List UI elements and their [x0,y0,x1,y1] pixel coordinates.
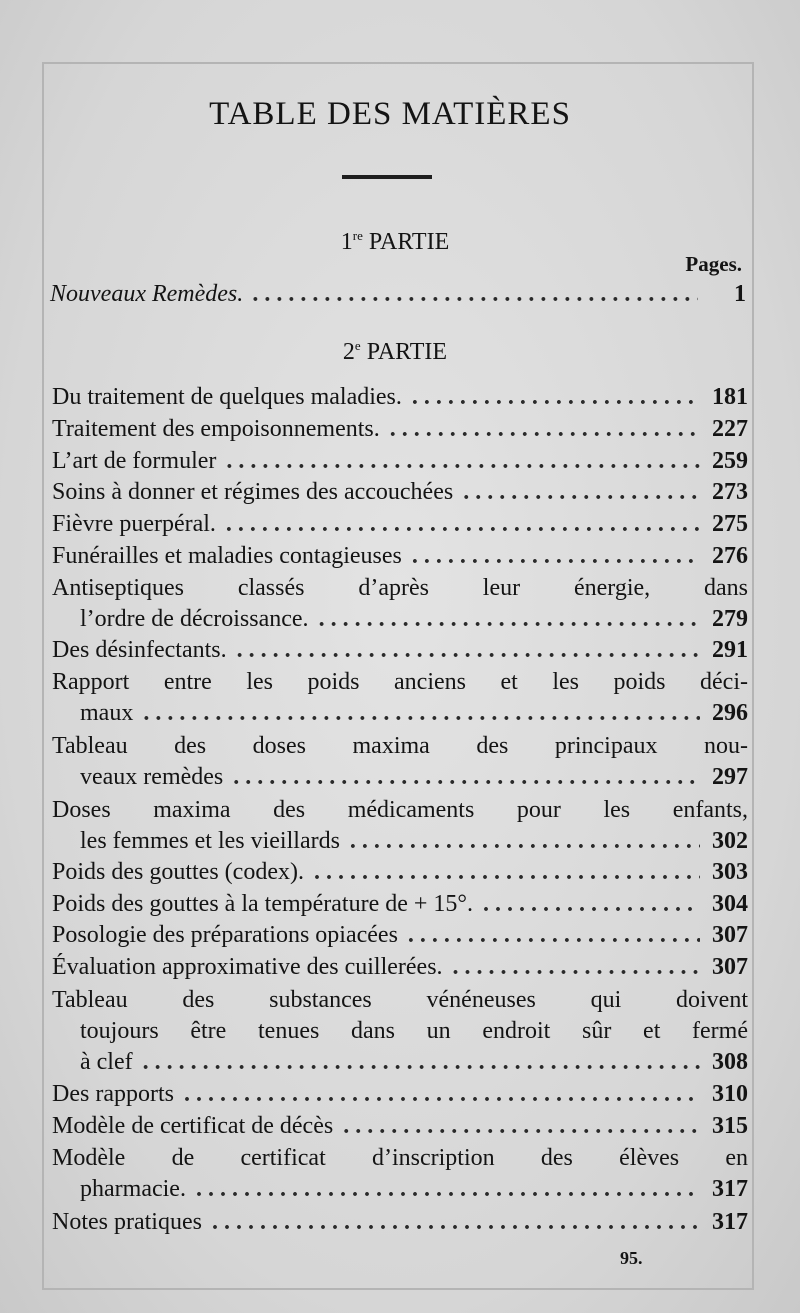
toc-entry-page: 275 [712,511,748,537]
toc-entry-text: Funérailles et maladies contagieuses [52,543,402,569]
dot-leader [226,448,700,475]
dot-leader [453,954,700,981]
toc-entry-text: Notes pratiques [52,1209,202,1235]
dot-leader [226,511,700,538]
dot-leader [237,637,700,664]
toc-entry-part1[interactable] [50,281,746,312]
part-1-label: PARTIE [368,229,450,255]
toc-entry[interactable] [52,669,748,731]
toc-entry-page: 276 [712,543,748,569]
toc-entry-text: L’art de formuler [52,448,217,474]
toc-entry-text: Poids des gouttes à la température de + 15°. [52,891,474,917]
toc-entry-page: 291 [712,637,748,663]
toc-entry-page: 279 [712,606,748,632]
toc-entry-text: Évaluation approximative des cuillerées. [52,954,443,980]
toc-entry-text: Des désinfectants. [52,637,227,663]
toc-entry[interactable] [52,1145,748,1207]
part-1-suffix: re [352,228,363,243]
toc-entry[interactable] [52,1209,748,1240]
toc-entry[interactable] [52,1113,748,1144]
toc-entry[interactable] [52,511,748,542]
footer-signature-number: 95. [620,1248,643,1268]
toc-entry-text: Tableau des doses maxima des principaux nou- [52,733,748,759]
page-title: TABLE DES MATIÈRES [209,96,571,132]
toc-entry[interactable] [52,1081,748,1112]
dot-leader [212,1209,700,1236]
toc-entry-page: 273 [712,479,748,505]
part-2-label: PARTIE [366,339,448,365]
dot-leader [233,764,700,791]
toc-entry-page: 296 [712,700,748,726]
toc-entry-page: 259 [712,448,748,474]
toc-entry-page: 181 [712,384,748,410]
toc-entry-page: 227 [712,416,748,442]
dot-leader [408,922,700,949]
dot-leader [319,606,700,633]
dot-leader [390,416,700,443]
toc-entry[interactable] [52,543,748,574]
toc-entry[interactable] [52,575,748,637]
toc-entry-text: à clef [80,1049,133,1075]
toc-entry-page: 297 [712,764,748,790]
toc-entry-text: Nouveaux Remèdes. [50,281,244,307]
toc-entry[interactable] [52,448,748,479]
toc-entry[interactable] [52,733,748,795]
dot-leader [196,1176,700,1203]
dot-leader [412,384,700,411]
toc-entry-text: Modèle de certificat de décès [52,1113,334,1139]
toc-entry-page: 304 [712,891,748,917]
toc-entry-text: pharmacie. [80,1176,186,1202]
pages-column-label: Pages. [685,252,742,276]
toc-entry[interactable] [52,987,748,1080]
toc-entry-text: toujours être tenues dans un endroit sûr et fermé [80,1018,748,1044]
dot-leader [343,1113,700,1140]
toc-entry-text: Du traitement de quelques maladies. [52,384,402,410]
toc-entry[interactable] [52,922,748,953]
dot-leader [143,1049,700,1076]
part-2-heading [0,338,790,366]
toc-entry[interactable] [52,891,748,922]
dot-leader [350,828,700,855]
dot-leader [463,479,700,506]
dot-leader [143,700,700,727]
title-rule [342,175,432,179]
toc-entry-page: 303 [712,859,748,885]
toc-entry-page: 302 [712,828,748,854]
toc-entry-text: Des rapports [52,1081,174,1107]
toc-entry-page: 1 [734,281,746,307]
dot-leader [483,891,700,918]
dot-leader [314,859,700,886]
toc-entry[interactable] [52,637,748,668]
toc-entry-page: 310 [712,1081,748,1107]
toc-entry[interactable] [52,479,748,510]
toc-entry-text: Posologie des préparations opiacées [52,922,398,948]
toc-entry-page: 317 [712,1176,748,1202]
toc-entry-text: Tableau des substances vénéneuses qui doivent [52,987,748,1013]
toc-entry-text: Fièvre puerpéral. [52,511,216,537]
part-1-heading [0,228,790,256]
toc-entry-text: Modèle de certificat d’inscription des élèves en [52,1145,748,1171]
part-2-suffix: e [354,338,361,353]
toc-entry-text: Rapport entre les poids anciens et les poids déci- [52,669,748,695]
toc-entry[interactable] [52,797,748,859]
toc-entry-text: maux [80,700,134,726]
toc-entry-page: 317 [712,1209,748,1235]
part-1-number: 1 [340,229,353,255]
toc-entry-page: 315 [712,1113,748,1139]
toc-entry[interactable] [52,384,748,415]
toc-entry-page: 308 [712,1049,748,1075]
dot-leader [184,1081,700,1108]
toc-entry[interactable] [52,859,748,890]
toc-entry-page: 307 [712,954,748,980]
toc-entry-text: l’ordre de décroissance. [80,606,309,632]
toc-entry-text: Doses maxima des médicaments pour les enfants, [52,797,748,823]
toc-entry-page: 307 [712,922,748,948]
toc-entry-text: Traitement des empoisonnements. [52,416,380,442]
toc-entry-text: veaux remèdes [80,764,224,790]
dot-leader [253,281,698,308]
toc-entry[interactable] [52,954,748,985]
toc-entry-text: Antiseptiques classés d’après leur énergie, dans [52,575,748,601]
part-2-number: 2 [342,339,355,365]
toc-entry-text: Poids des gouttes (codex). [52,859,304,885]
toc-entry-text: les femmes et les vieillards [80,828,340,854]
dot-leader [412,543,700,570]
toc-entry-text: Soins à donner et régimes des accouchées [52,479,454,505]
toc-entry[interactable] [52,416,748,447]
